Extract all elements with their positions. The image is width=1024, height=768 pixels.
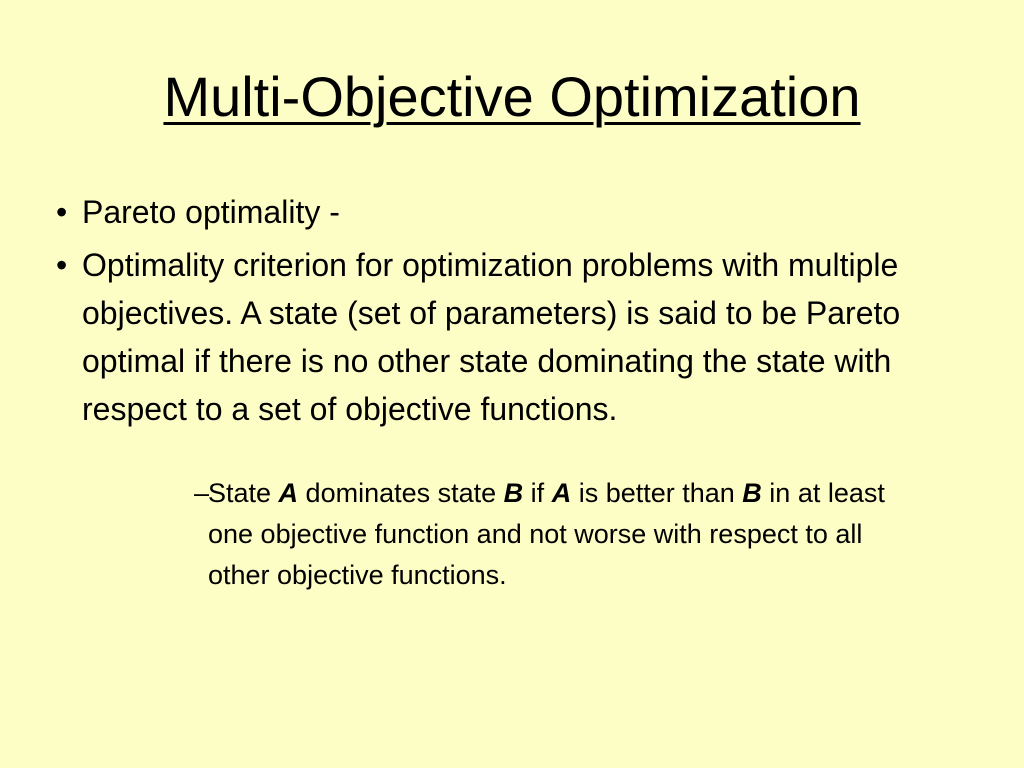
sub-text: State [208,478,279,508]
sub-bullet-dominance [82,473,964,596]
state-a-label: A [278,478,299,508]
bullet-item-pareto [0,188,1024,236]
state-b-label: B [742,478,762,508]
bullet-item-definition [0,241,1024,596]
bullet-text: Pareto optimality - [82,194,340,230]
bullet-marker: • [56,247,68,283]
sub-text: dominates state [298,478,504,508]
state-b-label: B [503,478,524,508]
sub-text: in at least one objective function and not worse with respect to all other objective functions. [208,478,885,590]
sub-text: is better than [571,478,743,508]
slide-title: Multi-Objective Optimization [163,65,861,128]
sub-bullet-marker: – [194,478,210,508]
bullet-list [0,188,1024,601]
state-a-label: A [551,478,572,508]
bullet-marker: • [56,194,68,230]
sub-text: if [523,478,552,508]
bullet-text: Optimality criterion for optimization problems with multiple objectives. A state (set of parameters) is said to be Pareto optimal if there is no other state dominating the state with respect to a set of objective functions. [82,247,901,427]
